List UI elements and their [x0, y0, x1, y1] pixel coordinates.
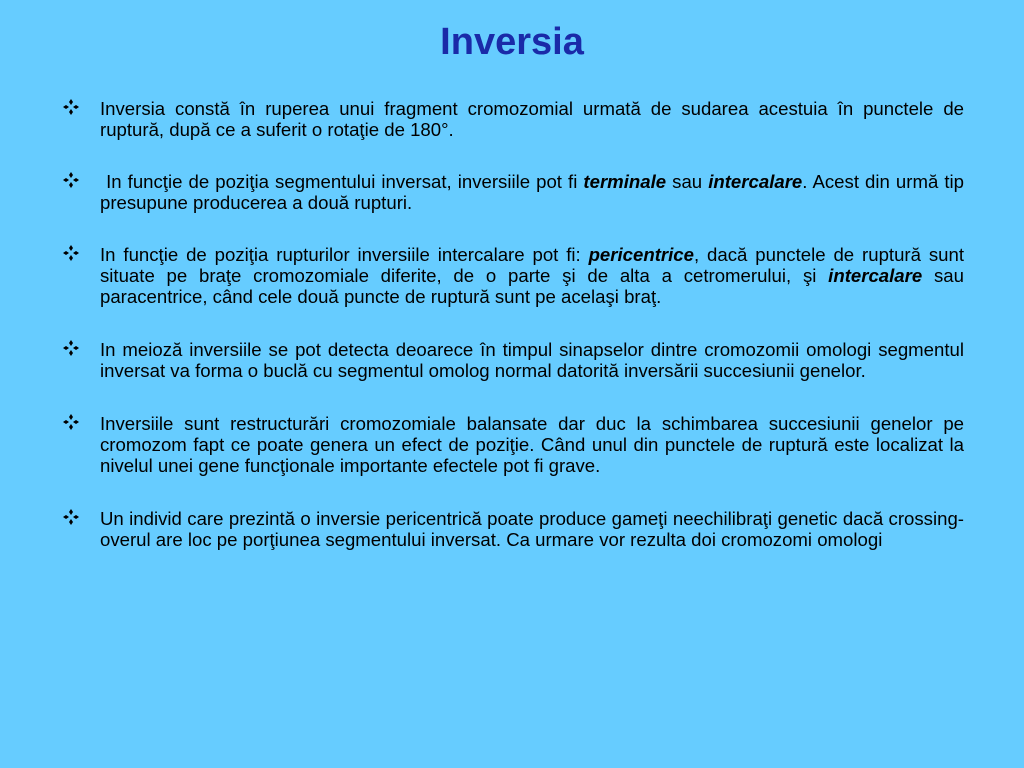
bullet-text: In funcţie de poziţia rupturilor inversiile intercalare pot fi:: [100, 244, 589, 265]
bullet-item: [62, 98, 964, 140]
emphasis-term: intercalare: [828, 265, 923, 286]
bullet-text: Inversiile sunt restructurări cromozomiale balansate dar duc la schimbarea succesiunii genelor pe cromozom fapt ce poate genera un efect de poziţie. Când unul din punctele de ruptură este localizat la nivelul unei gene funcţionale importante efectele pot fi grave.: [100, 413, 964, 476]
bullet-item: [62, 413, 964, 476]
bullet-item: [62, 339, 964, 381]
bullet-text: In funcţie de poziţia segmentului inversat, inversiile pot fi: [100, 171, 584, 192]
emphasis-term: terminale: [583, 171, 667, 192]
emphasis-term: pericentrice: [588, 244, 694, 265]
bullet-text: sau paracentrice, când cele două puncte de ruptură sunt pe acelaşi braţ.: [100, 265, 964, 307]
four-diamond-bullet-icon: [62, 413, 80, 431]
four-diamond-bullet-icon: [62, 339, 80, 357]
bullet-text: sau: [666, 171, 709, 192]
bullet-text: Un individ care prezintă o inversie pericentrică poate produce gameţi neechilibraţi genetic dacă crossing-overul are loc pe porţiunea segmentului inversat. Ca urmare vor rezulta doi cromozomi omologi: [100, 508, 964, 550]
four-diamond-bullet-icon: [62, 508, 80, 526]
bullet-item: [62, 171, 964, 213]
emphasis-term: intercalare: [708, 171, 803, 192]
four-diamond-bullet-icon: [62, 98, 80, 116]
bullet-list: [62, 98, 970, 550]
bullet-item: [62, 244, 970, 307]
bullet-text: . Acest din urmă tip presupune producerea a două rupturi.: [100, 171, 965, 213]
bullet-item: [62, 508, 964, 550]
bullet-text: In meioză inversiile se pot detecta deoarece în timpul sinapselor dintre cromozomii omologi segmentul inversat va forma o buclă cu segmentul omolog normal datorită inversării succesiunii genelor.: [100, 339, 964, 381]
four-diamond-bullet-icon: [62, 244, 80, 262]
bullet-text: , dacă punctele de ruptură sunt situate pe braţe cromozomiale diferite, de o parte şi de alta a cetromerului, şi: [100, 244, 970, 286]
slide-title: Inversia: [440, 21, 584, 63]
four-diamond-bullet-icon: [62, 171, 80, 189]
bullet-text: Inversia constă în ruperea unui fragment cromozomial urmată de sudarea acestuia în punctele de ruptură, după ce a suferit o rotaţie de 180°.: [100, 98, 964, 140]
